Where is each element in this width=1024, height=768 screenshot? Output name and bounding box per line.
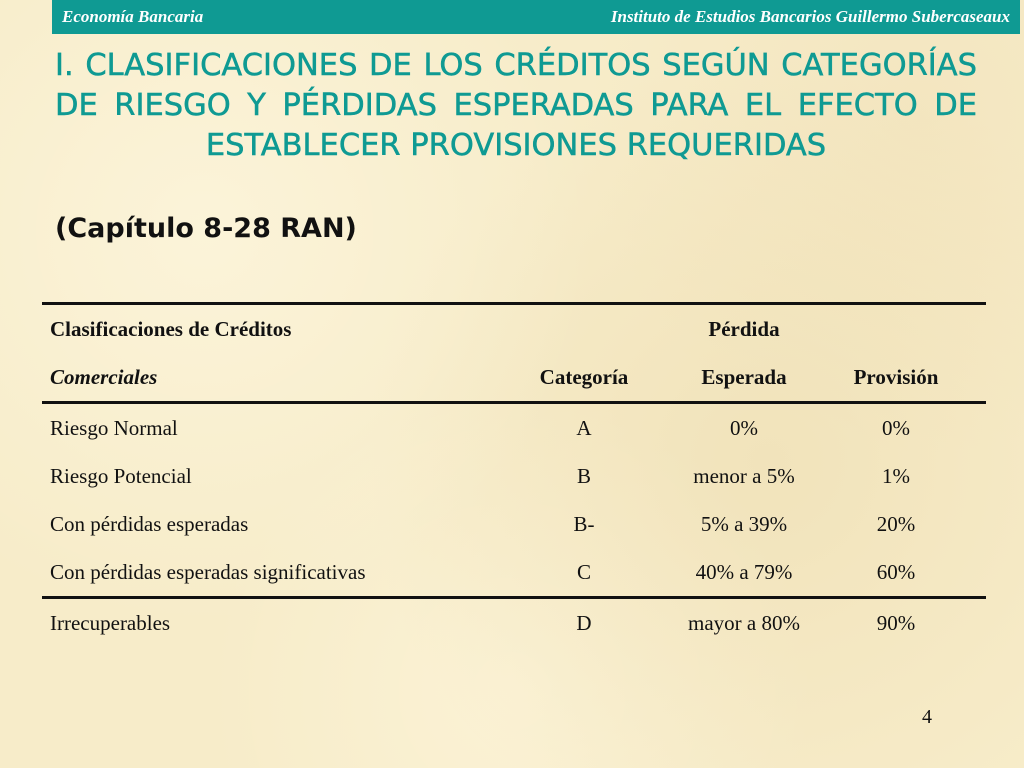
table-row [42, 599, 986, 647]
page-number: 4 [922, 706, 932, 728]
table-header-row-1 [42, 305, 986, 353]
header-comerciales: Comerciales [50, 364, 158, 389]
cell-clasificacion: Irrecuperables [50, 610, 171, 635]
header-bar [52, 0, 1020, 34]
table-row [42, 548, 986, 596]
header-course-title: Economía Bancaria [62, 7, 204, 26]
classification-table [42, 302, 986, 647]
cell-perdida: 40% a 79% [695, 559, 793, 584]
cell-clasificacion: Riesgo Potencial [50, 463, 192, 488]
header-provision: Provisión [853, 364, 939, 389]
header-esperada: Esperada [701, 364, 787, 389]
cell-provision: 1% [882, 463, 910, 488]
cell-categoria: A [576, 415, 592, 440]
cell-categoria: B- [573, 511, 595, 536]
cell-perdida: mayor a 80% [688, 610, 800, 635]
cell-categoria: B [576, 463, 591, 488]
header-perdida: Pérdida [708, 316, 780, 341]
header-categoria: Categoría [539, 364, 629, 389]
header-clasificaciones: Clasificaciones de Créditos [50, 316, 292, 341]
table-row [42, 452, 986, 500]
slide-subtitle: (Capítulo 8-28 RAN) [55, 213, 357, 244]
cell-clasificacion: Riesgo Normal [50, 415, 178, 440]
cell-provision: 90% [876, 610, 916, 635]
cell-provision: 0% [882, 415, 910, 440]
slide-title: I. CLASIFICACIONES DE LOS CRÉDITOS SEGÚN CATEGORÍAS DE RIESGO Y PÉRDIDAS ESPERADAS PARA EL EFECTO DE ESTABLECER PROVISIONES REQUERIDAS [55, 48, 977, 163]
cell-perdida: menor a 5% [693, 463, 795, 488]
cell-perdida: 5% a 39% [700, 511, 788, 536]
cell-perdida: 0% [730, 415, 758, 440]
header-institution: Instituto de Estudios Bancarios Guillermo Subercaseaux [610, 7, 1010, 26]
cell-provision: 20% [876, 511, 916, 536]
cell-provision: 60% [876, 559, 916, 584]
cell-categoria: C [576, 559, 591, 584]
table-header-row-2 [42, 353, 986, 401]
cell-categoria: D [576, 610, 592, 635]
cell-clasificacion: Con pérdidas esperadas [50, 511, 249, 536]
table-row [42, 500, 986, 548]
table-row [42, 404, 986, 452]
cell-clasificacion: Con pérdidas esperadas significativas [50, 559, 366, 584]
